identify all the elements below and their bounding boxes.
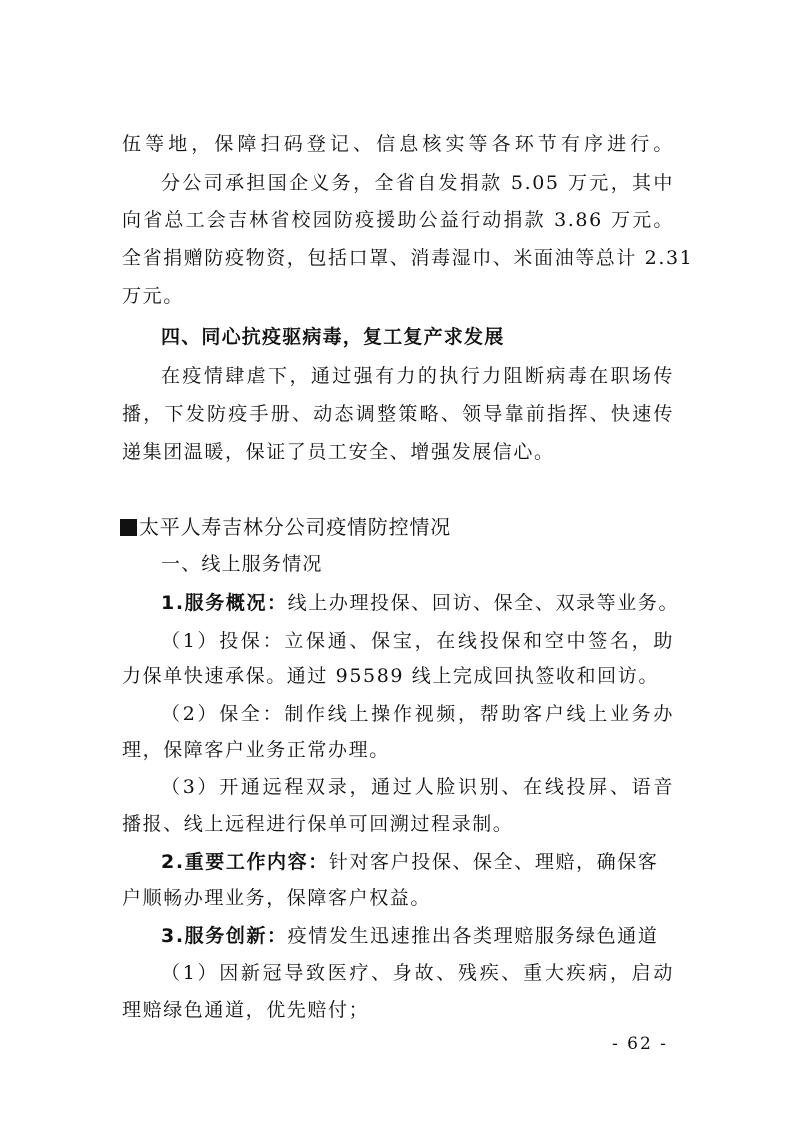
paragraph-lead: 2.重要工作内容： <box>161 851 329 873</box>
body-line: （1）投保：立保通、保宝，在线投保和空中签名，助 <box>161 630 674 652</box>
section-title <box>120 514 680 540</box>
body-line: （2）保全：制作线上操作视频，帮助客户线上业务办 <box>161 703 674 725</box>
body-line: 播报、线上远程进行保单可回溯过程录制。 <box>122 813 514 835</box>
body-line: （1）因新冠导致医疗、身故、残疾、重大疾病，启动 <box>161 962 674 984</box>
paragraph-text: 疫情发生迅速推出各类理赔服务绿色通道 <box>287 925 659 947</box>
subsection-title: 一、线上服务情况 <box>161 553 323 575</box>
body-line: 万元。 <box>122 285 184 307</box>
body-line: 递集团温暖，保证了员工安全、增强发展信心。 <box>122 441 555 463</box>
black-square-icon <box>120 519 137 536</box>
body-line: 户顺畅办理业务，保障客户权益。 <box>122 887 432 909</box>
page-number: - 62 - <box>612 1034 668 1054</box>
body-line: 理赔绿色通道，优先赔付； <box>122 999 370 1021</box>
paragraph-lead: 1.服务概况： <box>161 592 288 614</box>
body-line: 在疫情肆虐下，通过强有力的执行力阻断病毒在职场传 <box>161 365 674 387</box>
paragraph-lead: 3.服务创新： <box>161 925 288 947</box>
body-line: （3）开通远程双录，通过人脸识别、在线投屏、语音 <box>161 776 674 798</box>
body-line: 伍等地，保障扫码登记、信息核实等各环节有序进行。 <box>122 133 674 155</box>
paragraph-text: 针对客户投保、保全、理赔，确保客 <box>328 851 659 873</box>
paragraph-key-work <box>161 849 674 875</box>
body-line: 理，保障客户业务正常办理。 <box>122 739 390 761</box>
body-line: 分公司承担国企义务，全省自发捐款 5.05 万元，其中 <box>161 172 674 194</box>
body-line: 播，下发防疫手册、动态调整策略、领导靠前指挥、快速传 <box>122 403 674 425</box>
paragraph-text: 线上办理投保、回访、保全、双录等业务。 <box>287 592 680 614</box>
section-heading: 四、同心抗疫驱病毒，复工复产求发展 <box>161 326 505 348</box>
paragraph-service-overview <box>161 590 680 616</box>
paragraph-service-innovation <box>161 923 674 949</box>
body-line: 全省捐赠防疫物资，包括口罩、消毒湿巾、米面油等总计 2.31 <box>122 247 694 269</box>
body-line: 向省总工会吉林省校园防疫援助公益行动捐款 3.86 万元。 <box>122 209 674 231</box>
body-line: 力保单快速承保。通过 95589 线上完成回执签收和回访。 <box>122 665 659 687</box>
section-title-text: 太平人寿吉林分公司疫情防控情况 <box>139 515 451 539</box>
